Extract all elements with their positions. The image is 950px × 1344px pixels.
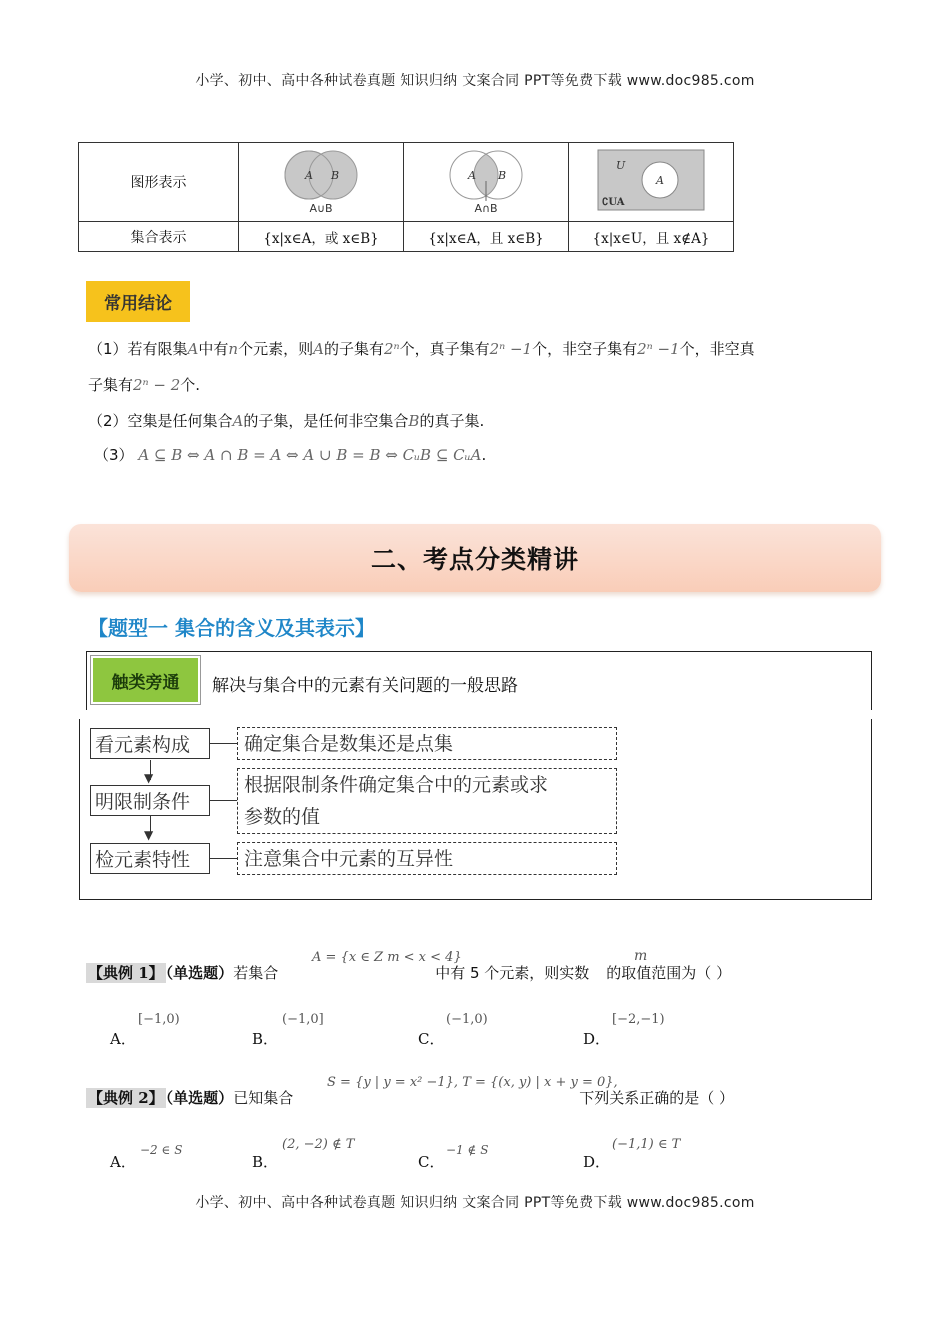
tip-text: 解决与集合中的元素有关问题的一般思路 <box>212 676 518 696</box>
flow-step-2: 明限制条件 <box>90 785 210 816</box>
venn-label-a: A <box>656 174 664 187</box>
example-2-stem: 【典例 2】 （单选题）已知集合 下列关系正确的是（ ） <box>88 1089 734 1107</box>
example-2-option-c-label[interactable]: C． <box>418 1153 445 1171</box>
example-1-option-b-label[interactable]: B． <box>252 1030 279 1048</box>
example-1-option-a[interactable]: [−1,0) <box>138 1012 180 1027</box>
venn-complement-caption: ∁UA <box>602 197 625 208</box>
type-one-title: 【题型一 集合的含义及其表示】 <box>88 616 375 640</box>
flow-desc-1: 确定集合是数集还是点集 <box>237 727 617 760</box>
venn-union-diagram <box>271 145 371 215</box>
example-1-stem: 【典例 1】 （单选题）若集合 中有 5 个元素，则实数 的取值范围为（ ） <box>88 964 732 982</box>
example-2-option-c[interactable]: −1 ∉ S <box>446 1143 489 1157</box>
set-operations-table <box>78 142 734 252</box>
example-1-var: m <box>634 948 648 964</box>
venn-union-cell <box>239 143 404 222</box>
conclusion-item-1: （1）若有限集A中有n个元素，则A的子集有2ⁿ个，真子集有2ⁿ −1个，非空子集有2ⁿ −1个，非空真 <box>88 340 755 358</box>
example-1-option-b[interactable]: (−1,0] <box>282 1012 324 1027</box>
example-1-option-c-label[interactable]: C． <box>418 1030 445 1048</box>
venn-intersection-diagram <box>436 145 536 215</box>
example-1-option-d[interactable]: [−2,−1) <box>612 1012 665 1027</box>
arrow-down-icon: ▼ <box>144 828 154 842</box>
page-footer: 小学、初中、高中各种试卷真题 知识归纳 文案合同 PPT等免费下载 www.doc985.com <box>195 1195 755 1211</box>
table-row <box>79 143 734 222</box>
example-2-option-b[interactable]: (2, −2) ∉ T <box>282 1137 355 1152</box>
example-1-option-d-label[interactable]: D． <box>583 1030 611 1048</box>
example-2-tag: 【典例 2】 <box>88 1089 164 1107</box>
venn-complement-diagram <box>596 147 706 213</box>
table-row <box>79 222 734 252</box>
venn-label-a: A <box>305 169 313 182</box>
example-1-option-a-label[interactable]: A． <box>110 1030 136 1048</box>
example-1-tag: 【典例 1】 <box>88 964 164 982</box>
example-2-option-d[interactable]: (−1,1) ∈ T <box>612 1137 681 1152</box>
flow-desc-3: 注意集合中元素的互异性 <box>237 842 617 875</box>
example-2-option-a[interactable]: −2 ∈ S <box>140 1143 183 1157</box>
venn-union-caption: A∪B <box>309 202 333 215</box>
example-1-option-c[interactable]: (−1,0) <box>446 1012 488 1027</box>
flow-desc-2: 根据限制条件确定集合中的元素或求 参数的值 <box>237 768 617 834</box>
venn-label-b: B <box>331 169 340 182</box>
example-2-option-d-label[interactable]: D． <box>583 1153 611 1171</box>
example-1-set: A = {x ∈ Z m < x < 4} <box>312 950 462 965</box>
venn-complement-cell <box>569 143 734 222</box>
venn-label-a: A <box>468 169 476 182</box>
set-notation-complement: {x|x∈U，且 x∉A} <box>569 222 734 252</box>
conclusion-item-1-cont: 子集有2ⁿ − 2个. <box>88 376 201 394</box>
set-notation-union: {x|x∈A，或 x∈B} <box>239 222 404 252</box>
common-conclusions-badge: 常用结论 <box>86 281 190 322</box>
conclusion-item-2: （2）空集是任何集合A的子集，是任何非空集合B的真子集. <box>88 412 485 430</box>
page-header: 小学、初中、高中各种试卷真题 知识归纳 文案合同 PPT等免费下载 www.doc985.com <box>195 73 755 89</box>
flow-connector <box>210 858 237 859</box>
venn-label-u: U <box>616 159 626 172</box>
flow-step-1: 看元素构成 <box>90 728 210 759</box>
set-notation-intersection: {x|x∈A，且 x∈B} <box>404 222 569 252</box>
venn-intersection-caption: A∩B <box>474 202 498 215</box>
tip-badge: 触类旁通 <box>91 656 200 704</box>
arrow-down-icon: ▼ <box>144 771 154 785</box>
flow-step-3: 检元素特性 <box>90 843 210 874</box>
example-2-sets: S = {y | y = x² −1}, T = {(x, y) | x + y = 0}, <box>327 1075 618 1090</box>
example-2-option-a-label[interactable]: A． <box>110 1153 136 1171</box>
venn-intersection-cell <box>404 143 569 222</box>
flow-connector <box>210 743 237 744</box>
section-banner: 二、考点分类精讲 <box>69 524 881 592</box>
row-label-set: 集合表示 <box>79 222 239 252</box>
conclusion-item-3: （3） A ⊆ B ⇔ A ∩ B = A ⇔ A ∪ B = B ⇔ CᵤB ⊆ CᵤA. <box>94 446 487 464</box>
venn-label-b: B <box>498 169 507 182</box>
flow-connector <box>210 800 237 801</box>
example-2-option-b-label[interactable]: B． <box>252 1153 279 1171</box>
row-label-graph: 图形表示 <box>79 143 239 222</box>
